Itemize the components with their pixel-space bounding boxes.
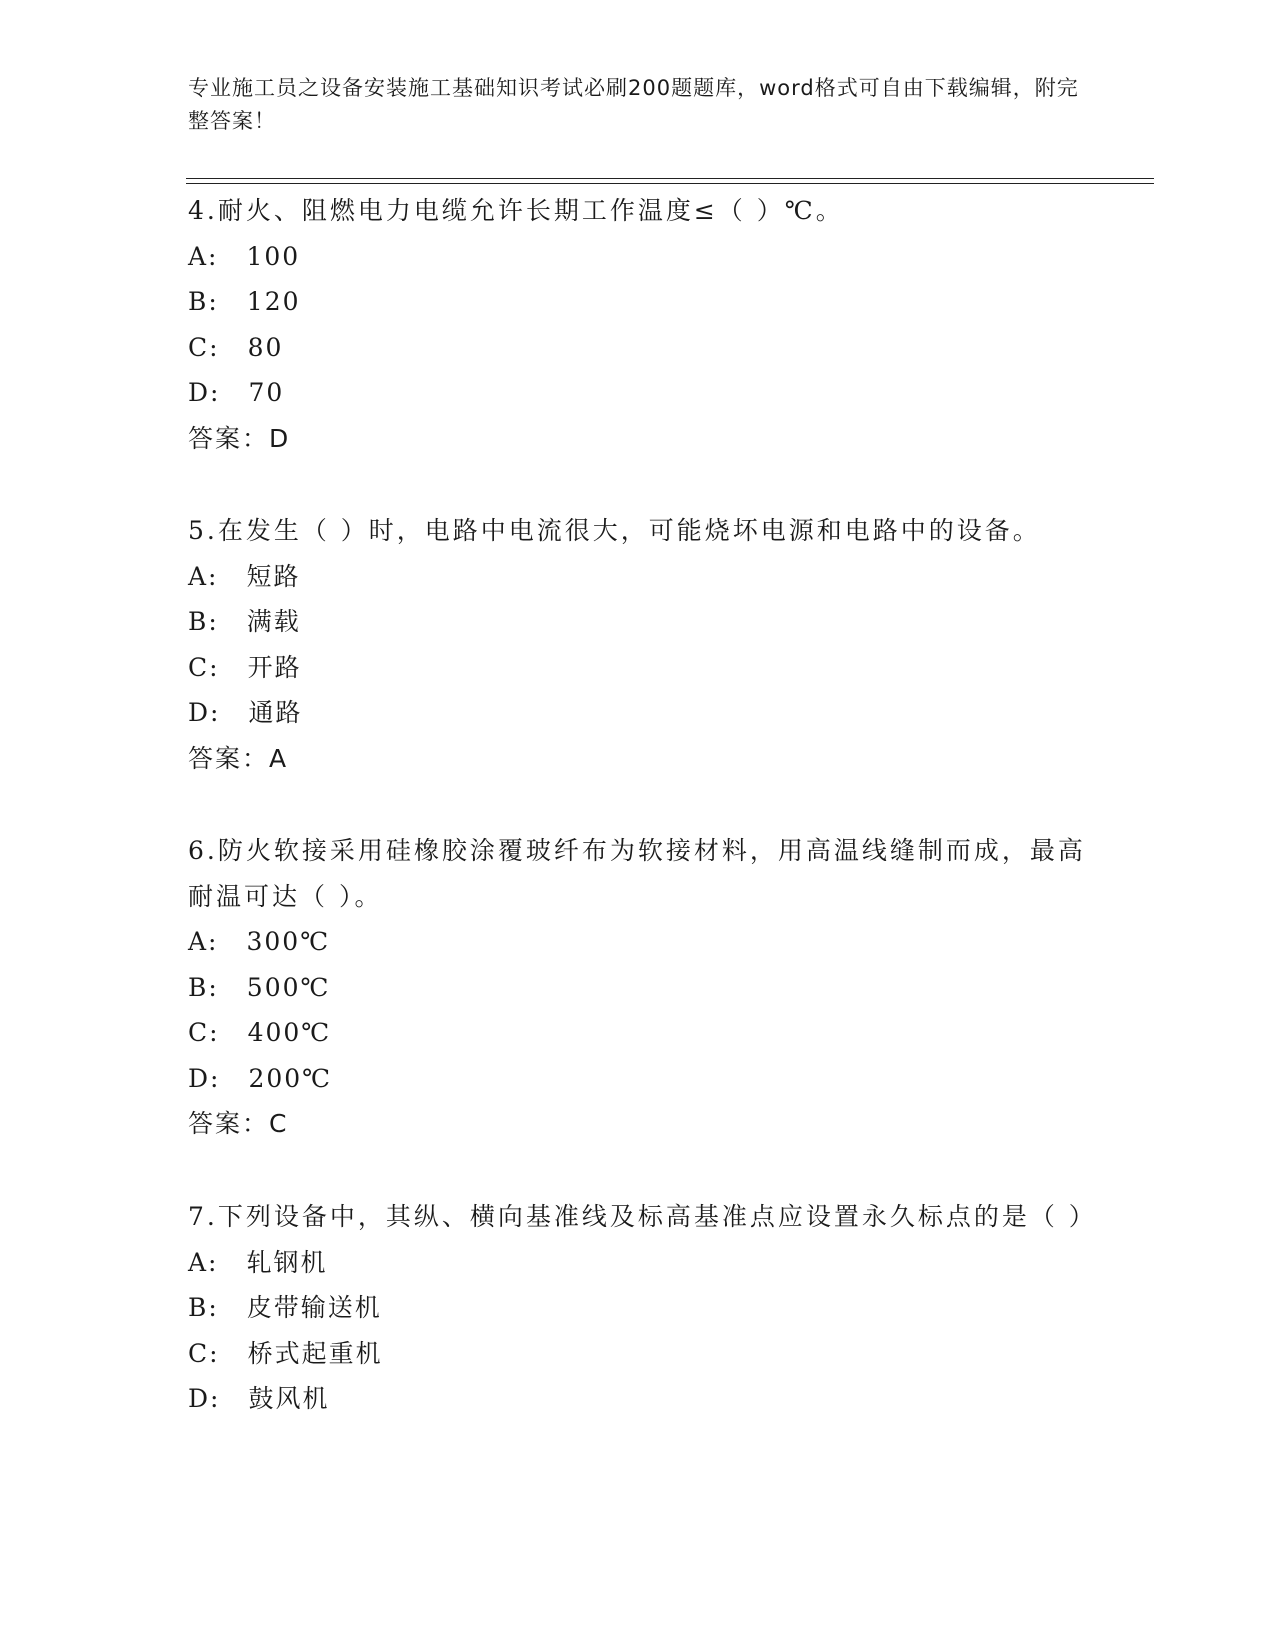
- option-value: 开路: [247, 652, 302, 682]
- option-letter: D:: [188, 698, 221, 727]
- answer-line: 答案：C: [188, 1109, 289, 1138]
- option-value: 皮带输送机: [246, 1293, 382, 1322]
- option-b: [188, 965, 1088, 1011]
- option-letter: D:: [188, 1063, 221, 1093]
- option-letter: C:: [188, 652, 220, 682]
- option-value: 80: [247, 332, 284, 362]
- option-value: 短路: [246, 561, 301, 591]
- question-6: [188, 828, 1088, 1147]
- option-a: [188, 919, 1088, 965]
- option-c: [188, 1331, 1088, 1377]
- option-letter: B:: [188, 972, 219, 1002]
- option-value: 100: [246, 241, 301, 271]
- option-b: [188, 279, 1088, 325]
- option-letter: A:: [188, 241, 219, 271]
- question-text: 6.防火软接采用硅橡胶涂覆玻纤布为软接材料，用高温线缝制而成，最高耐温可达（ ）。: [188, 836, 1086, 911]
- option-value: 轧钢机: [246, 1247, 328, 1277]
- option-value: 70: [248, 378, 285, 407]
- option-value: 鼓风机: [248, 1384, 330, 1413]
- option-c: [188, 645, 1088, 691]
- option-c: [188, 325, 1088, 371]
- document-header-title: 专业施工员之设备安装施工基础知识考试必刷200题题库，word格式可自由下载编辑，附完整答案！: [188, 76, 1079, 133]
- option-a: [188, 234, 1088, 280]
- option-letter: A:: [188, 1247, 219, 1277]
- option-value: 500℃: [246, 972, 331, 1002]
- question-text: 7.下列设备中，其纵、横向基准线及标高基准点应设置永久标点的是（ ）: [188, 1202, 1097, 1231]
- header-divider-bottom: [186, 183, 1154, 184]
- option-letter: D:: [188, 378, 221, 407]
- option-d: [188, 1056, 1088, 1102]
- option-value: 300℃: [246, 927, 331, 956]
- option-d: [188, 690, 1088, 736]
- option-a: [188, 1240, 1088, 1286]
- option-value: 满载: [246, 607, 301, 636]
- option-value: 120: [246, 287, 301, 316]
- option-b: [188, 599, 1088, 645]
- question-text: 4.耐火、阻燃电力电缆允许长期工作温度≤（ ）℃。: [188, 196, 844, 225]
- option-d: [188, 1376, 1088, 1422]
- option-value: 通路: [248, 698, 303, 727]
- answer-line: 答案：D: [188, 423, 291, 453]
- question-4: [188, 188, 1088, 461]
- option-letter: C:: [188, 332, 220, 362]
- option-letter: A:: [188, 561, 219, 591]
- option-letter: B:: [188, 287, 219, 316]
- question-5: [188, 508, 1088, 781]
- answer-line: 答案：A: [188, 743, 289, 773]
- option-letter: C:: [188, 1018, 220, 1047]
- option-value: 400℃: [247, 1018, 332, 1047]
- option-letter: A:: [188, 927, 219, 956]
- option-letter: B:: [188, 1293, 219, 1322]
- option-d: [188, 370, 1088, 416]
- option-letter: B:: [188, 607, 219, 636]
- option-letter: D:: [188, 1384, 221, 1413]
- option-value: 桥式起重机: [247, 1338, 383, 1368]
- option-b: [188, 1285, 1088, 1331]
- header-divider-top: [186, 178, 1154, 179]
- option-letter: C:: [188, 1338, 220, 1368]
- question-7: [188, 1194, 1097, 1422]
- option-a: [188, 554, 1088, 600]
- option-c: [188, 1010, 1088, 1056]
- question-text: 5.在发生（ ）时，电路中电流很大，可能烧坏电源和电路中的设备。: [188, 516, 1041, 545]
- option-value: 200℃: [248, 1063, 333, 1093]
